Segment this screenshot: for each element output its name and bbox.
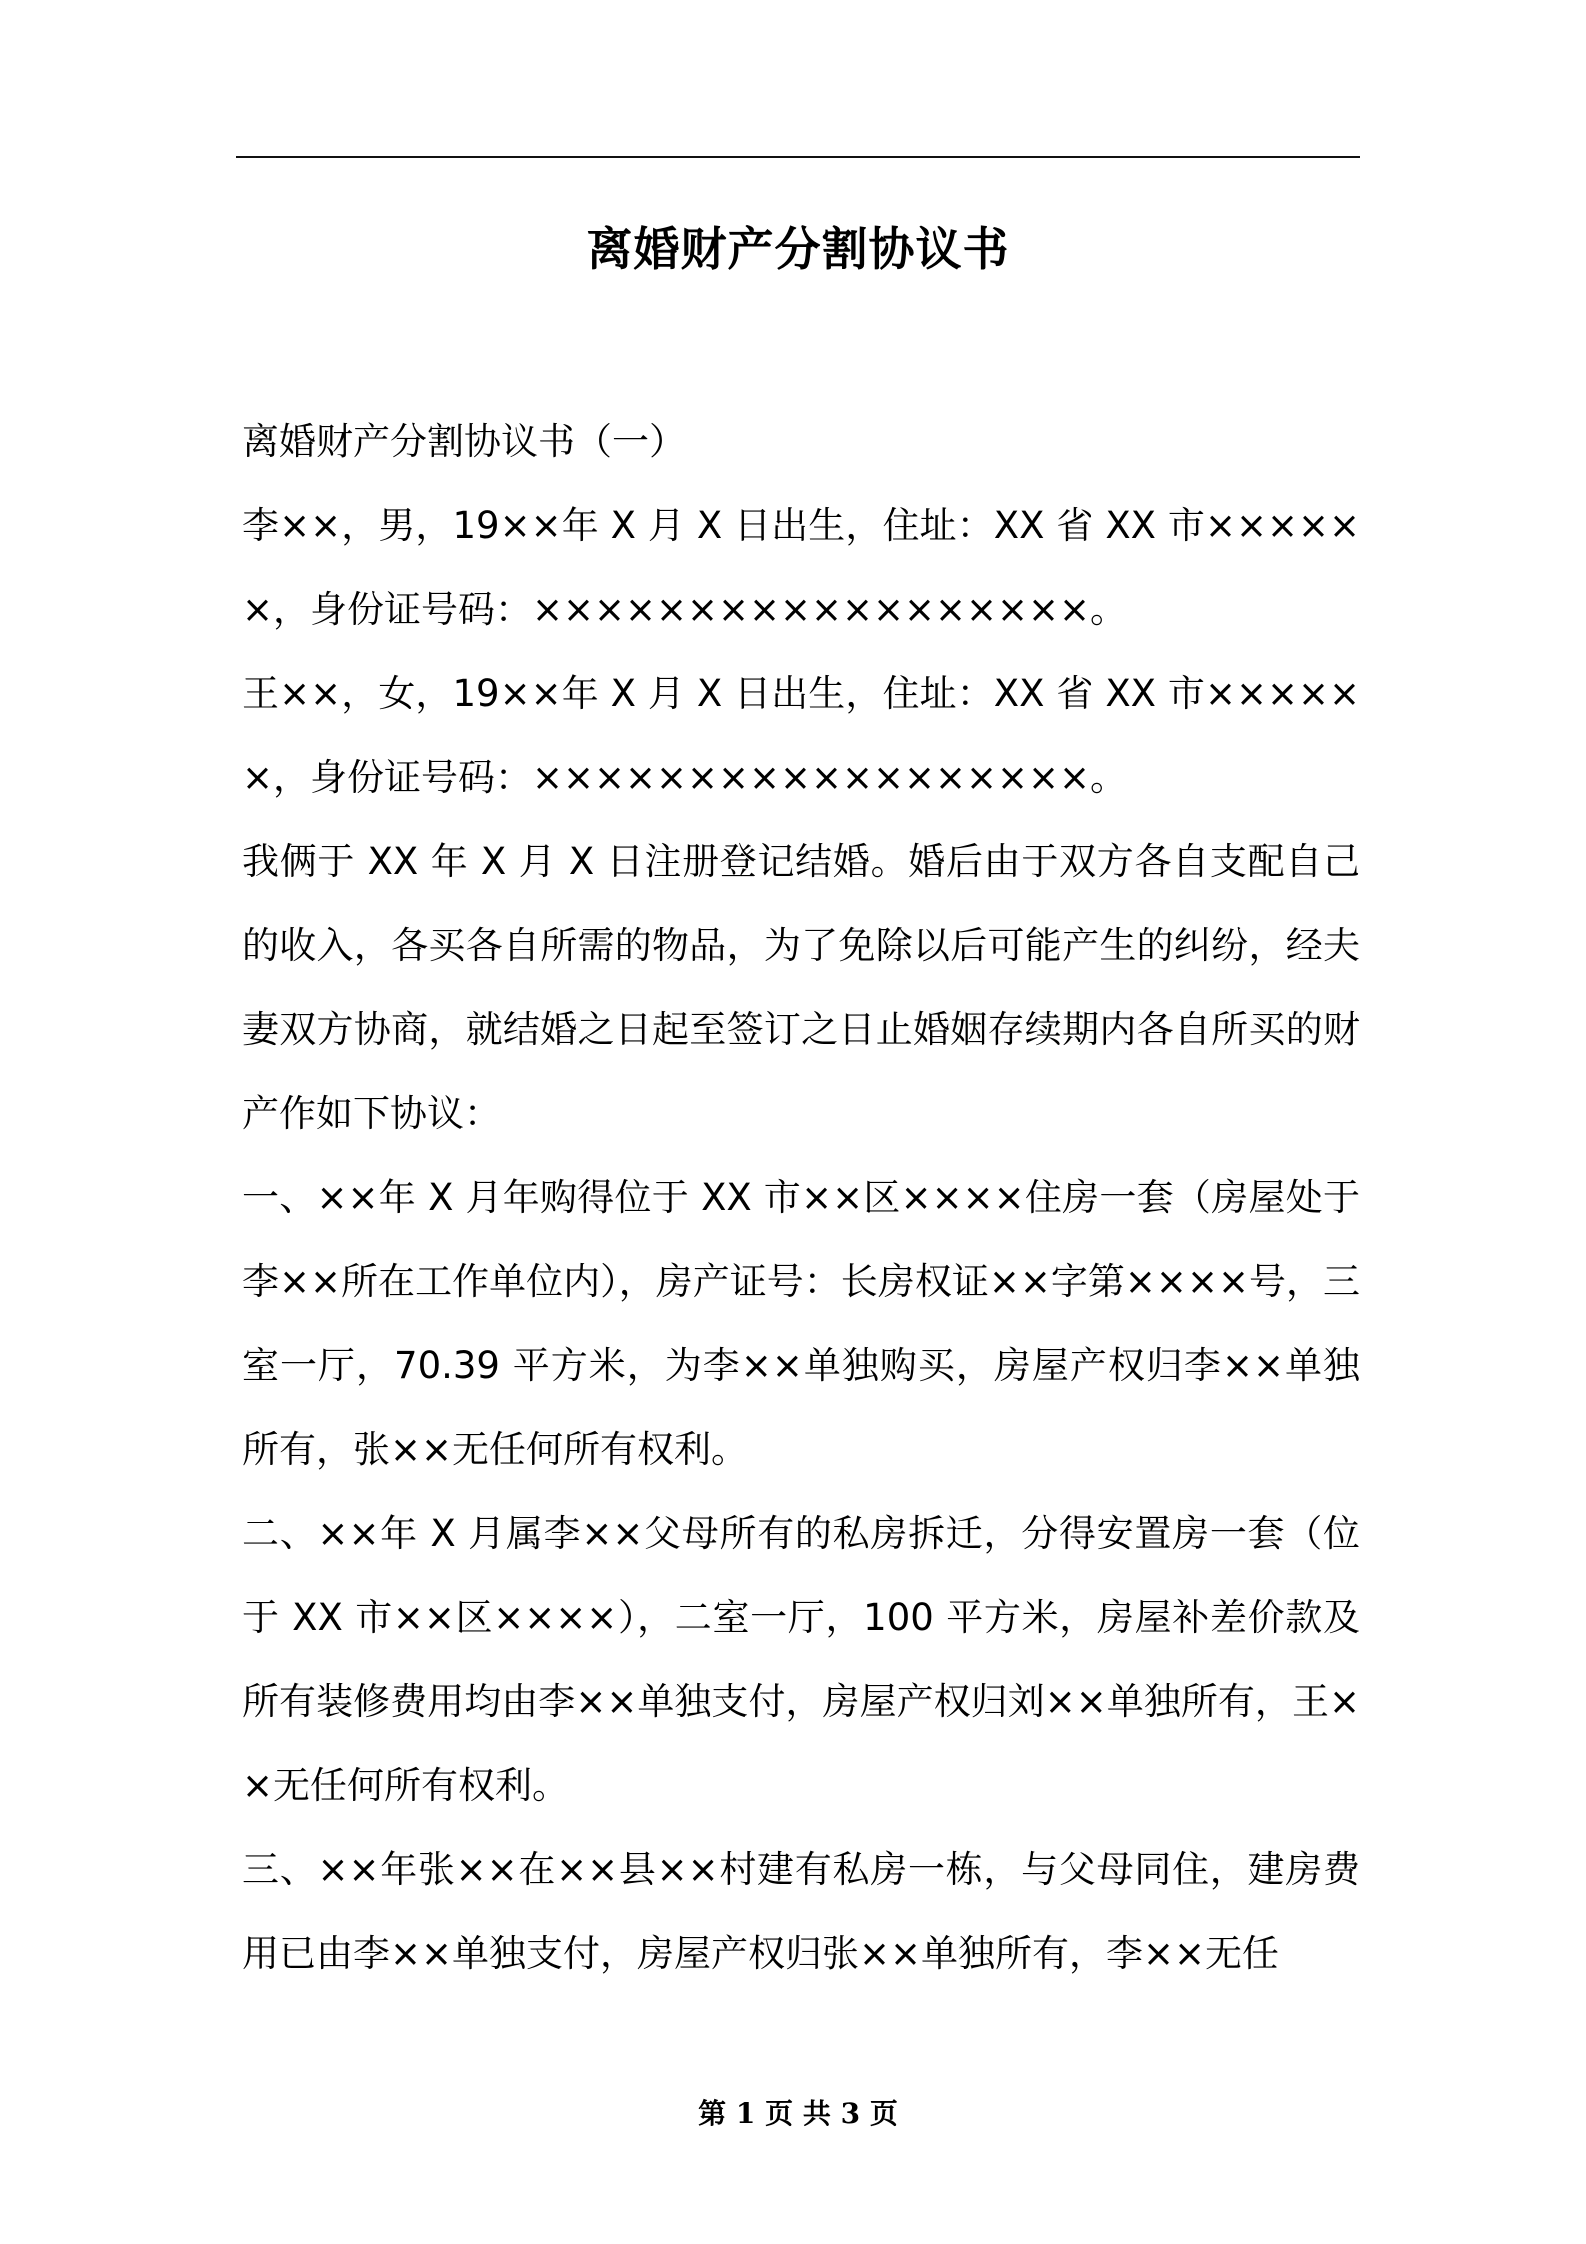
- document-body: [242, 400, 1360, 1996]
- preamble-paragraph: 我俩于 XX 年 X 月 X 日注册登记结婚。婚后由于双方各自支配自己的收入，各买各自所需的物品，为了免除以后可能产生的纠纷，经夫妻双方协商，就结婚之日起至签订之日止婚姻存续期内各自所买的财产作如下协议：: [242, 840, 1360, 1135]
- header-divider: [236, 156, 1360, 158]
- page-number: 第 1 页 共 3 页: [698, 2097, 898, 2130]
- clause-3: 三、××年张××在××县××村建有私房一栋，与父母同住，建房费用已由李××单独支付，房屋产权归张××单独所有，李××无任: [242, 1848, 1360, 1975]
- clause-1: 一、××年 X 月年购得位于 XX 市××区××××住房一套（房屋处于李××所在工作单位内），房产证号：长房权证××字第××××号，三室一厅，70.39 平方米，为李××单独购买，房屋产权归李××单独所有，张××无任何所有权利。: [242, 1176, 1360, 1471]
- party-a-info: 李××，男，19××年 X 月 X 日出生，住址：XX 省 XX 市××××××，身份证号码：××××××××××××××××××。: [242, 504, 1360, 631]
- party-b-info: 王××，女，19××年 X 月 X 日出生，住址：XX 省 XX 市××××××，身份证号码：××××××××××××××××××。: [242, 672, 1360, 799]
- clause-2: 二、××年 X 月属李××父母所有的私房拆迁，分得安置房一套（位于 XX 市××区××××），二室一厅，100 平方米，房屋补差价款及所有装修费用均由李××单独支付，房屋产权归刘××单独所有，王××无任何所有权利。: [242, 1512, 1360, 1807]
- document-title: 离婚财产分割协议书: [586, 222, 1010, 276]
- section-heading: 离婚财产分割协议书（一）: [242, 420, 686, 463]
